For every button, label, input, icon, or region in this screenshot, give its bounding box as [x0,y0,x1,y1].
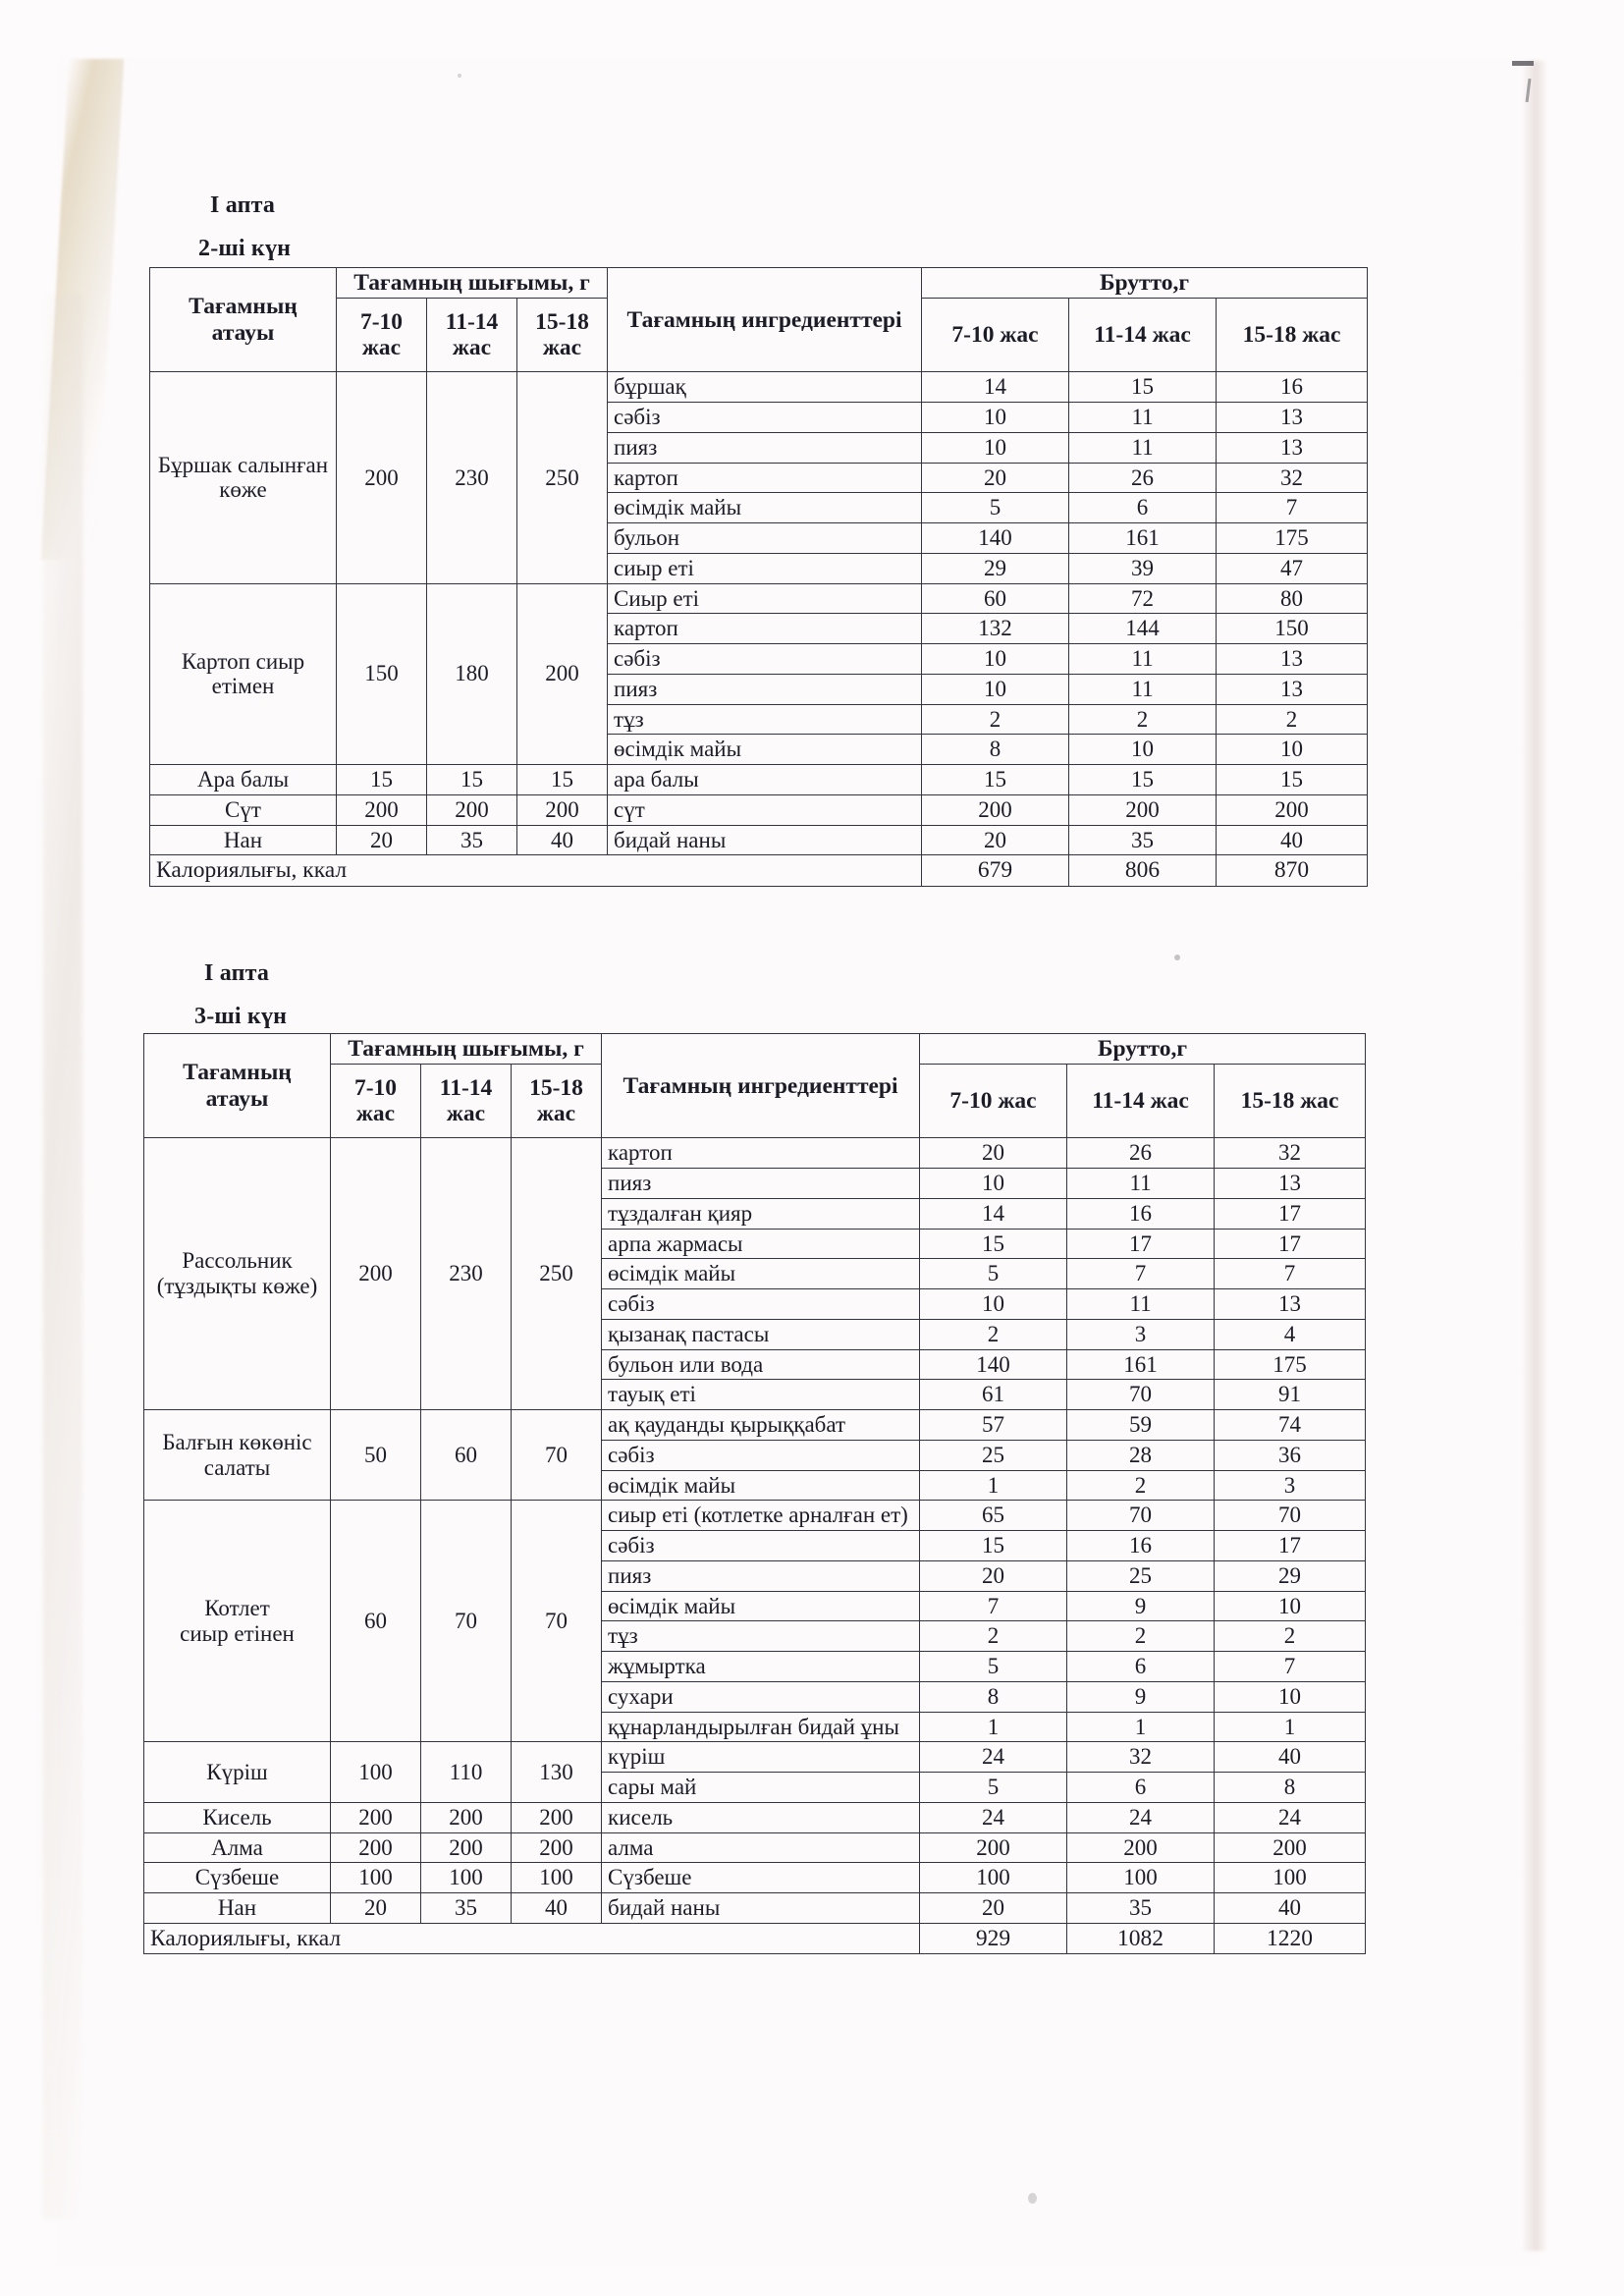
ingredient-name: қызанақ пастасы [602,1319,920,1349]
yield-7-10: 20 [331,1893,421,1924]
gross-11-14: 11 [1067,1169,1215,1199]
gross-11-14: 35 [1067,1893,1215,1924]
table2-header-row-1 [144,1034,1366,1065]
yield-15-18: 200 [517,583,608,765]
header-age-15-18-unit: жас [536,1101,576,1127]
gross-15-18: 36 [1215,1440,1366,1470]
header-age-7-10-unit: жас [355,1101,396,1127]
table-row [144,1742,1366,1773]
gross-7-10: 29 [922,553,1069,583]
gross-15-18: 15 [1217,765,1368,795]
yield-15-18: 250 [517,372,608,583]
gross-15-18: 40 [1215,1742,1366,1773]
gross-11-14: 9 [1067,1681,1215,1712]
header-age-7-10-range: 7-10 [359,309,404,335]
dish-name-cell: Күріш [144,1742,331,1803]
gross-15-18: 16 [1217,372,1368,403]
table-row [144,1863,1366,1893]
gross-15-18: 7 [1215,1652,1366,1682]
yield-7-10: 200 [331,1138,421,1410]
yield-15-18: 40 [517,825,608,855]
gross-15-18: 17 [1215,1531,1366,1561]
ingredient-name: сухари [602,1681,920,1712]
header-age-15-18-range: 15-18 [529,1075,583,1101]
gross-7-10: 10 [922,403,1069,433]
gross-7-10: 14 [922,372,1069,403]
header-gross-group: Брутто,г [920,1034,1366,1065]
gross-15-18: 32 [1215,1138,1366,1169]
ingredient-name: бидай наны [602,1893,920,1924]
gross-11-14: 3 [1067,1319,1215,1349]
yield-11-14: 200 [421,1802,512,1832]
dish-name-line1: Котлет [204,1596,270,1621]
gross-15-18: 1 [1215,1712,1366,1742]
yield-7-10: 50 [331,1410,421,1501]
yield-11-14: 60 [421,1410,512,1501]
header-age-15-18 [517,299,608,372]
dish-name-line2: (тұздықты көже) [156,1274,318,1299]
ingredient-name: сәбіз [608,644,922,675]
gross-11-14: 2 [1067,1621,1215,1652]
gross-11-14: 59 [1067,1410,1215,1441]
yield-15-18: 200 [512,1802,602,1832]
ingredient-name: өсімдік майы [608,493,922,523]
gross-11-14: 6 [1069,493,1217,523]
table1-day-caption: 2-ші күн [198,236,292,261]
yield-11-14: 230 [427,372,517,583]
table2-body [144,1138,1366,1954]
yield-11-14: 200 [427,794,517,825]
gross-15-18: 13 [1215,1289,1366,1320]
gross-15-18: 150 [1217,614,1368,644]
gross-11-14: 70 [1067,1380,1215,1410]
yield-11-14: 15 [427,765,517,795]
gross-11-14: 72 [1069,583,1217,614]
table1-body [150,372,1368,886]
ingredient-name: сиыр еті [608,553,922,583]
ingredient-name: пияз [602,1560,920,1591]
gross-15-18: 40 [1217,825,1368,855]
ingredient-name: сәбіз [602,1440,920,1470]
table1-week-caption: I апта [210,192,276,218]
gross-11-14: 100 [1067,1863,1215,1893]
yield-11-14: 230 [421,1138,512,1410]
gross-7-10: 140 [920,1349,1067,1380]
ingredient-name: сәбіз [602,1531,920,1561]
header-age-7-10 [337,299,427,372]
header-age-15-18 [512,1065,602,1138]
ingredient-name: тұздалған қияр [602,1198,920,1229]
gross-7-10: 20 [920,1138,1067,1169]
gross-7-10: 1 [920,1470,1067,1501]
gross-7-10: 10 [920,1289,1067,1320]
yield-11-14: 200 [421,1832,512,1863]
yield-11-14: 180 [427,583,517,765]
header-age-15-18-unit: жас [542,335,582,361]
header-dish-name: Тағамның атауы [144,1034,331,1138]
gross-11-14: 17 [1067,1229,1215,1259]
dish-name-cell [144,1501,331,1742]
dish-name-cell: Картоп сиыр етімен [150,583,337,765]
gross-11-14: 11 [1069,403,1217,433]
table-row [150,583,1368,614]
gross-7-10: 10 [922,432,1069,463]
table-row [144,1410,1366,1441]
gross-15-18: 10 [1215,1681,1366,1712]
gross-7-10: 15 [922,765,1069,795]
header-age-15-18-range: 15-18 [535,309,589,335]
ingredient-name: кисель [602,1802,920,1832]
dish-name-cell: Кисель [144,1802,331,1832]
header-gross-group: Брутто,г [922,268,1368,299]
header-age-11-14 [427,299,517,372]
gross-11-14: 2 [1067,1470,1215,1501]
header-ingredients: Тағамның ингредиенттері [608,268,922,372]
ingredient-name: сары май [602,1773,920,1803]
gross-15-18: 32 [1217,463,1368,493]
calories-15-18: 870 [1217,855,1368,886]
gross-15-18: 2 [1215,1621,1366,1652]
gross-15-18: 91 [1215,1380,1366,1410]
dish-name-line1: Балғын көкөніс [162,1429,312,1454]
ingredient-name: ара балы [608,765,922,795]
ingredient-name: өсімдік майы [608,735,922,765]
yield-15-18: 130 [512,1742,602,1803]
gross-15-18: 80 [1217,583,1368,614]
yield-11-14: 35 [427,825,517,855]
gross-7-10: 5 [920,1259,1067,1289]
gross-15-18: 8 [1215,1773,1366,1803]
gross-11-14: 2 [1069,704,1217,735]
table1-header-row-1 [150,268,1368,299]
gross-7-10: 15 [920,1229,1067,1259]
gross-7-10: 5 [920,1773,1067,1803]
gross-7-10: 140 [922,523,1069,554]
gross-15-18: 13 [1217,644,1368,675]
ingredient-name: пияз [608,674,922,704]
yield-11-14: 70 [421,1501,512,1742]
menu-table-day2 [149,267,1368,887]
ingredient-name: жұмыртка [602,1652,920,1682]
gross-15-18: 29 [1215,1560,1366,1591]
gross-15-18: 3 [1215,1470,1366,1501]
gross-7-10: 25 [920,1440,1067,1470]
gross-11-14: 6 [1067,1652,1215,1682]
ingredient-name: картоп [608,614,922,644]
calories-label: Калориялығы, ккал [144,1923,920,1953]
header-gross-11-14: 11-14 жас [1067,1065,1215,1138]
ingredient-name: ақ қауданды қырыққабат [602,1410,920,1441]
gross-11-14: 200 [1067,1832,1215,1863]
gross-11-14: 24 [1067,1802,1215,1832]
calories-7-10: 929 [920,1923,1067,1953]
table-total-row [150,855,1368,886]
yield-7-10: 200 [337,794,427,825]
dish-name-cell: Бұршак салынған көже [150,372,337,583]
calories-7-10: 679 [922,855,1069,886]
gross-15-18: 13 [1217,432,1368,463]
gross-7-10: 24 [920,1802,1067,1832]
dish-name-line2: салаты [203,1454,271,1480]
gross-11-14: 15 [1069,765,1217,795]
gross-7-10: 2 [920,1621,1067,1652]
table-row [144,1832,1366,1863]
gross-15-18: 10 [1217,735,1368,765]
gross-15-18: 175 [1215,1349,1366,1380]
gross-11-14: 15 [1069,372,1217,403]
table-row [150,825,1368,855]
gross-11-14: 10 [1069,735,1217,765]
yield-15-18: 70 [512,1410,602,1501]
header-gross-15-18: 15-18 жас [1217,299,1368,372]
ingredient-name: өсімдік майы [602,1470,920,1501]
gross-11-14: 7 [1067,1259,1215,1289]
yield-11-14: 110 [421,1742,512,1803]
gross-15-18: 200 [1217,794,1368,825]
gross-15-18: 17 [1215,1229,1366,1259]
gross-7-10: 15 [920,1531,1067,1561]
gross-15-18: 17 [1215,1198,1366,1229]
yield-7-10: 200 [337,372,427,583]
header-age-11-14-unit: жас [452,335,492,361]
yield-15-18: 200 [517,794,608,825]
ingredient-name: құнарландырылған бидай ұны [602,1712,920,1742]
table-row [150,794,1368,825]
gross-7-10: 14 [920,1198,1067,1229]
yield-7-10: 200 [331,1832,421,1863]
ingredient-name: тұз [608,704,922,735]
ingredient-name: пияз [608,432,922,463]
gross-11-14: 39 [1069,553,1217,583]
gross-11-14: 32 [1067,1742,1215,1773]
gross-15-18: 200 [1215,1832,1366,1863]
header-age-7-10 [331,1065,421,1138]
ingredient-name: алма [602,1832,920,1863]
header-gross-7-10: 7-10 жас [922,299,1069,372]
gross-7-10: 2 [920,1319,1067,1349]
yield-15-18: 40 [512,1893,602,1924]
table-row [144,1501,1366,1531]
gross-7-10: 20 [920,1560,1067,1591]
ingredient-name: сүт [608,794,922,825]
header-age-11-14-unit: жас [446,1101,486,1127]
gross-7-10: 61 [920,1380,1067,1410]
dish-name-cell: Ара балы [150,765,337,795]
dish-name-line2: сиыр етінен [180,1620,295,1646]
gross-7-10: 60 [922,583,1069,614]
dish-name-cell: Сүт [150,794,337,825]
gross-7-10: 20 [922,825,1069,855]
gross-7-10: 8 [922,735,1069,765]
ingredient-name: өсімдік майы [602,1259,920,1289]
table2-day-caption: 3-ші күн [194,1004,288,1029]
gross-15-18: 13 [1215,1169,1366,1199]
gross-7-10: 20 [922,463,1069,493]
header-gross-11-14: 11-14 жас [1069,299,1217,372]
ingredient-name: бульон [608,523,922,554]
table2-week-caption: I апта [204,960,270,986]
header-dish-name: Тағамның атауы [150,268,337,372]
dish-name-cell: Сүзбеше [144,1863,331,1893]
ingredient-name: Сиыр еті [608,583,922,614]
dish-name-cell: Нан [150,825,337,855]
header-yield-group: Тағамның шығымы, г [337,268,608,299]
yield-7-10: 150 [337,583,427,765]
gross-11-14: 35 [1069,825,1217,855]
gross-15-18: 7 [1215,1259,1366,1289]
gross-11-14: 144 [1069,614,1217,644]
yield-7-10: 20 [337,825,427,855]
header-age-11-14-range: 11-14 [445,309,499,335]
header-gross-15-18: 15-18 жас [1215,1065,1366,1138]
ingredient-name: Сүзбеше [602,1863,920,1893]
gross-7-10: 10 [920,1169,1067,1199]
dish-name-cell: Нан [144,1893,331,1924]
gross-7-10: 2 [922,704,1069,735]
gross-11-14: 6 [1067,1773,1215,1803]
gross-15-18: 2 [1217,704,1368,735]
gross-11-14: 26 [1067,1138,1215,1169]
ingredient-name: бұршақ [608,372,922,403]
dish-name-cell [144,1138,331,1410]
gross-15-18: 100 [1215,1863,1366,1893]
dish-name-cell: Алма [144,1832,331,1863]
gross-11-14: 9 [1067,1591,1215,1621]
gross-7-10: 57 [920,1410,1067,1441]
ingredient-name: күріш [602,1742,920,1773]
gross-11-14: 28 [1067,1440,1215,1470]
gross-15-18: 40 [1215,1893,1366,1924]
header-age-11-14 [421,1065,512,1138]
gross-11-14: 16 [1067,1531,1215,1561]
ingredient-name: картоп [608,463,922,493]
gross-15-18: 47 [1217,553,1368,583]
gross-7-10: 132 [922,614,1069,644]
dish-name-cell [144,1410,331,1501]
gross-7-10: 200 [920,1832,1067,1863]
yield-7-10: 100 [331,1863,421,1893]
ingredient-name: сәбіз [608,403,922,433]
gross-11-14: 11 [1069,674,1217,704]
gross-11-14: 25 [1067,1560,1215,1591]
gross-11-14: 11 [1067,1289,1215,1320]
gross-7-10: 8 [920,1681,1067,1712]
gross-11-14: 11 [1069,644,1217,675]
calories-15-18: 1220 [1215,1923,1366,1953]
gross-7-10: 20 [920,1893,1067,1924]
gross-15-18: 175 [1217,523,1368,554]
ingredient-name: арпа жармасы [602,1229,920,1259]
gross-11-14: 1 [1067,1712,1215,1742]
gross-15-18: 74 [1215,1410,1366,1441]
calories-label: Калориялығы, ккал [150,855,922,886]
header-yield-group: Тағамның шығымы, г [331,1034,602,1065]
dish-name-line1: Рассольник [182,1248,293,1274]
gross-15-18: 7 [1217,493,1368,523]
yield-7-10: 100 [331,1742,421,1803]
ingredient-name: сиыр еті (котлетке арналған ет) [602,1501,920,1531]
gross-7-10: 1 [920,1712,1067,1742]
gross-15-18: 13 [1217,674,1368,704]
ingredient-name: бидай наны [608,825,922,855]
gross-11-14: 11 [1069,432,1217,463]
yield-7-10: 60 [331,1501,421,1742]
header-ingredients: Тағамның ингредиенттері [602,1034,920,1138]
gross-7-10: 5 [922,493,1069,523]
table-row [144,1802,1366,1832]
table-row [144,1138,1366,1169]
gross-7-10: 100 [920,1863,1067,1893]
table-row [150,765,1368,795]
header-age-7-10-unit: жас [361,335,402,361]
yield-11-14: 100 [421,1863,512,1893]
header-gross-7-10: 7-10 жас [920,1065,1067,1138]
ingredient-name: өсімдік майы [602,1591,920,1621]
gross-11-14: 200 [1069,794,1217,825]
table-total-row [144,1923,1366,1953]
gross-15-18: 4 [1215,1319,1366,1349]
ingredient-name: пияз [602,1169,920,1199]
gross-7-10: 10 [922,644,1069,675]
yield-15-18: 100 [512,1863,602,1893]
calories-11-14: 1082 [1067,1923,1215,1953]
ingredient-name: сәбіз [602,1289,920,1320]
gross-7-10: 10 [922,674,1069,704]
yield-11-14: 35 [421,1893,512,1924]
gross-11-14: 26 [1069,463,1217,493]
yield-7-10: 15 [337,765,427,795]
ingredient-name: тауық еті [602,1380,920,1410]
header-age-7-10-range: 7-10 [353,1075,398,1101]
gross-7-10: 7 [920,1591,1067,1621]
header-age-11-14-range: 11-14 [439,1075,493,1101]
yield-7-10: 200 [331,1802,421,1832]
ingredient-name: бульон или вода [602,1349,920,1380]
yield-15-18: 200 [512,1832,602,1863]
yield-15-18: 70 [512,1501,602,1742]
gross-7-10: 24 [920,1742,1067,1773]
gross-7-10: 65 [920,1501,1067,1531]
yield-15-18: 250 [512,1138,602,1410]
gross-11-14: 161 [1069,523,1217,554]
yield-15-18: 15 [517,765,608,795]
gross-15-18: 13 [1217,403,1368,433]
gross-7-10: 200 [922,794,1069,825]
table-row [150,372,1368,403]
table-row [144,1893,1366,1924]
gross-11-14: 16 [1067,1198,1215,1229]
calories-11-14: 806 [1069,855,1217,886]
gross-15-18: 24 [1215,1802,1366,1832]
gross-15-18: 10 [1215,1591,1366,1621]
menu-table-day3 [143,1033,1366,1954]
gross-15-18: 70 [1215,1501,1366,1531]
gross-11-14: 161 [1067,1349,1215,1380]
ingredient-name: тұз [602,1621,920,1652]
ingredient-name: картоп [602,1138,920,1169]
gross-7-10: 5 [920,1652,1067,1682]
gross-11-14: 70 [1067,1501,1215,1531]
